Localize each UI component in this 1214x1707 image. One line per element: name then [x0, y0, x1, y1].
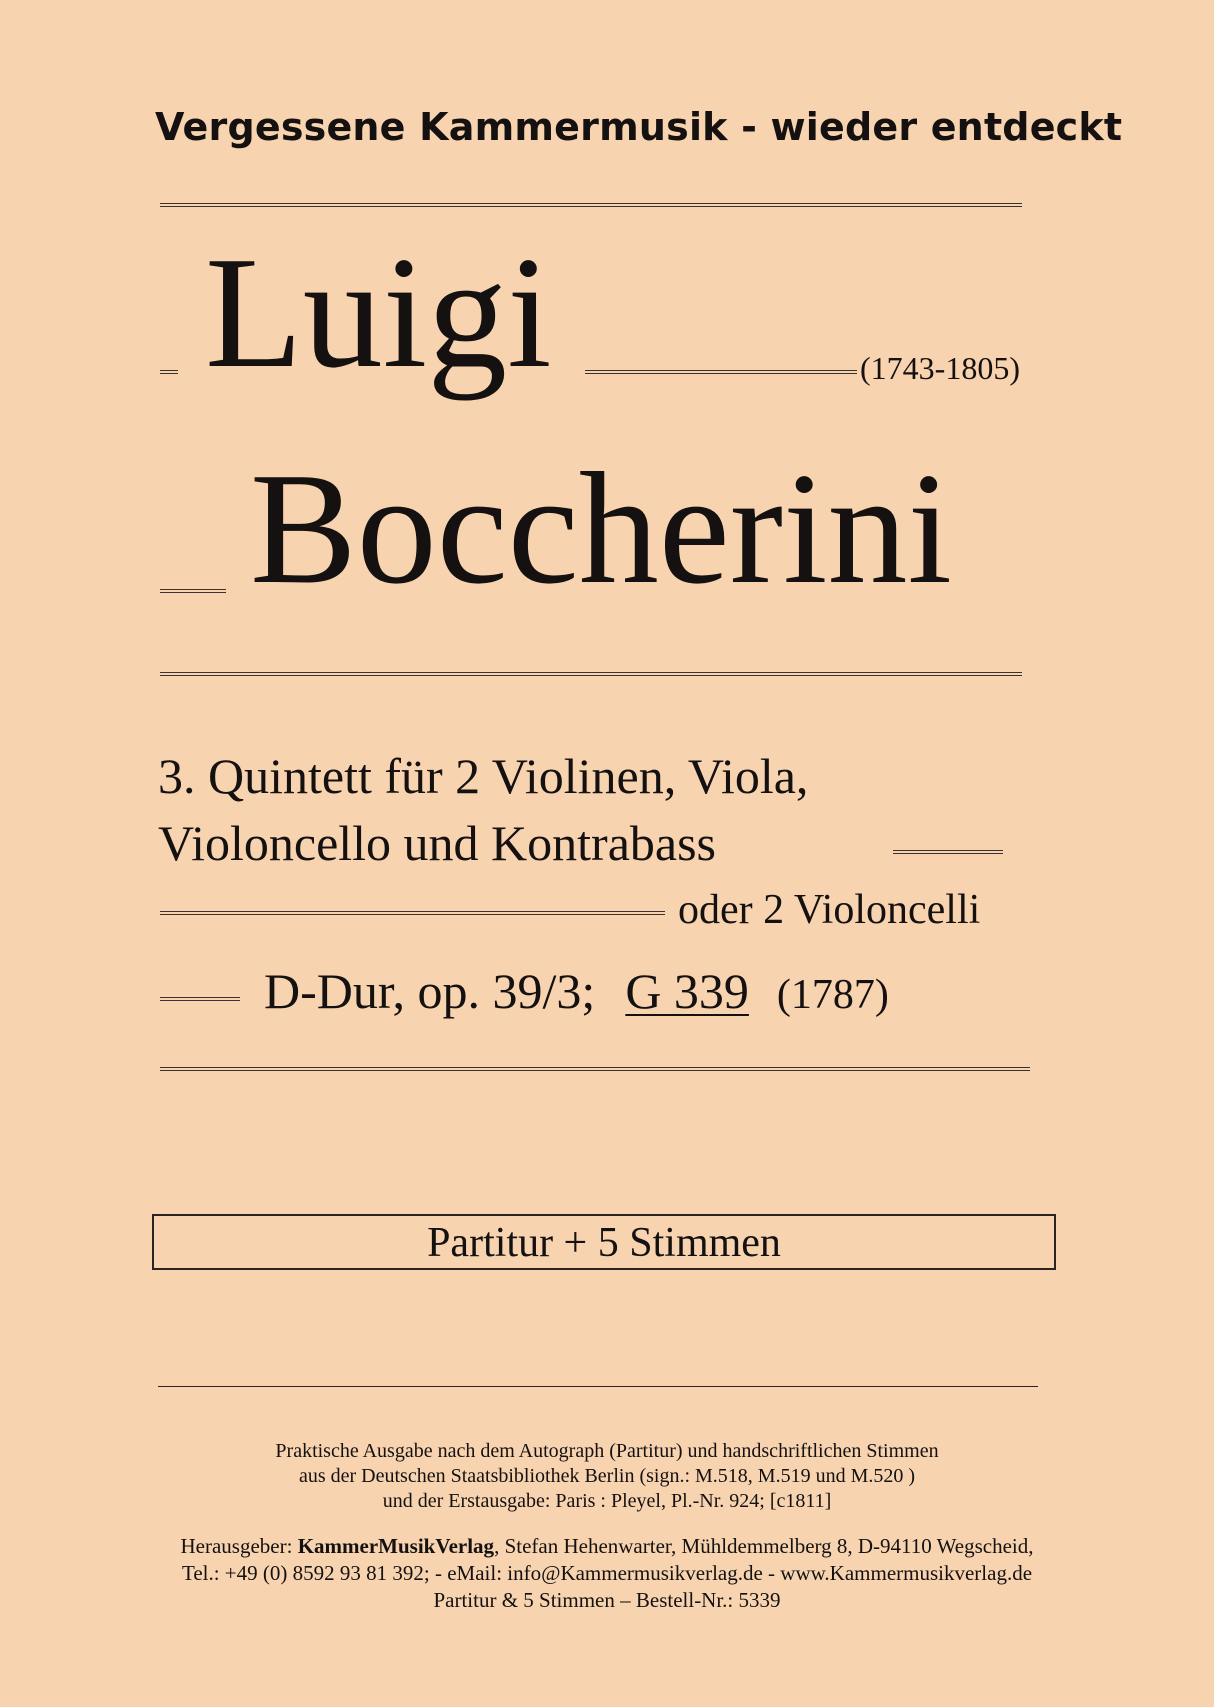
divider-top: [160, 203, 1022, 207]
work-key-opus: D-Dur, op. 39/3;: [264, 963, 596, 1019]
series-title: Vergessene Kammermusik - wieder entdeckt: [155, 105, 1123, 149]
work-year: (1787): [776, 972, 889, 1018]
publisher-line: [0, 1533, 1214, 1559]
publisher-name: KammerMusikVerlag: [297, 1534, 495, 1558]
edition-box: Partitur + 5 Stimmen: [152, 1214, 1056, 1270]
work-catalog-number: G 339: [625, 963, 749, 1019]
publisher-address: , Stefan Hehenwarter, Mühldemmelberg 8, D-94110 Wegscheid,: [494, 1534, 1034, 1558]
work-title-line3: oder 2 Violoncelli: [678, 887, 981, 933]
divider-key: [160, 1067, 1030, 1071]
divider-key-left: [160, 997, 240, 1001]
source-note-3: und der Erstausgabe: Paris : Pleyel, Pl.-Nr. 924; [c1811]: [382, 1490, 832, 1512]
work-title-line1: 3. Quintett für 2 Violinen, Viola,: [158, 748, 809, 804]
composer-first-name: Luigi: [205, 223, 552, 401]
composer-dates: (1743-1805): [860, 350, 1020, 386]
divider-title-line2: [893, 850, 1003, 854]
divider-footer: [158, 1386, 1038, 1387]
divider-title-line3: [160, 911, 665, 915]
order-number: Partitur & 5 Stimmen – Bestell-Nr.: 5339: [433, 1588, 781, 1612]
divider-composer: [160, 672, 1022, 676]
publisher-contact: Tel.: +49 (0) 8592 93 81 392; - eMail: info@Kammermusikverlag.de - www.Kammermusikverlag.de: [181, 1561, 1033, 1585]
divider-luigi-left: [160, 370, 178, 374]
composer-last-name: Boccherini: [250, 439, 952, 617]
source-note-1: Praktische Ausgabe nach dem Autograph (Partitur) und handschriftlichen Stimmen: [275, 1440, 939, 1462]
work-key-line: [264, 962, 889, 1020]
work-title-line2: Violoncello und Kontrabass: [158, 815, 717, 871]
source-note-2: aus der Deutschen Staatsbibliothek Berlin (sign.: M.518, M.519 und M.520 ): [298, 1465, 916, 1487]
publisher-label: Herausgeber:: [180, 1534, 293, 1558]
divider-boccherini-left: [160, 589, 226, 593]
divider-luigi-right: [585, 370, 857, 374]
